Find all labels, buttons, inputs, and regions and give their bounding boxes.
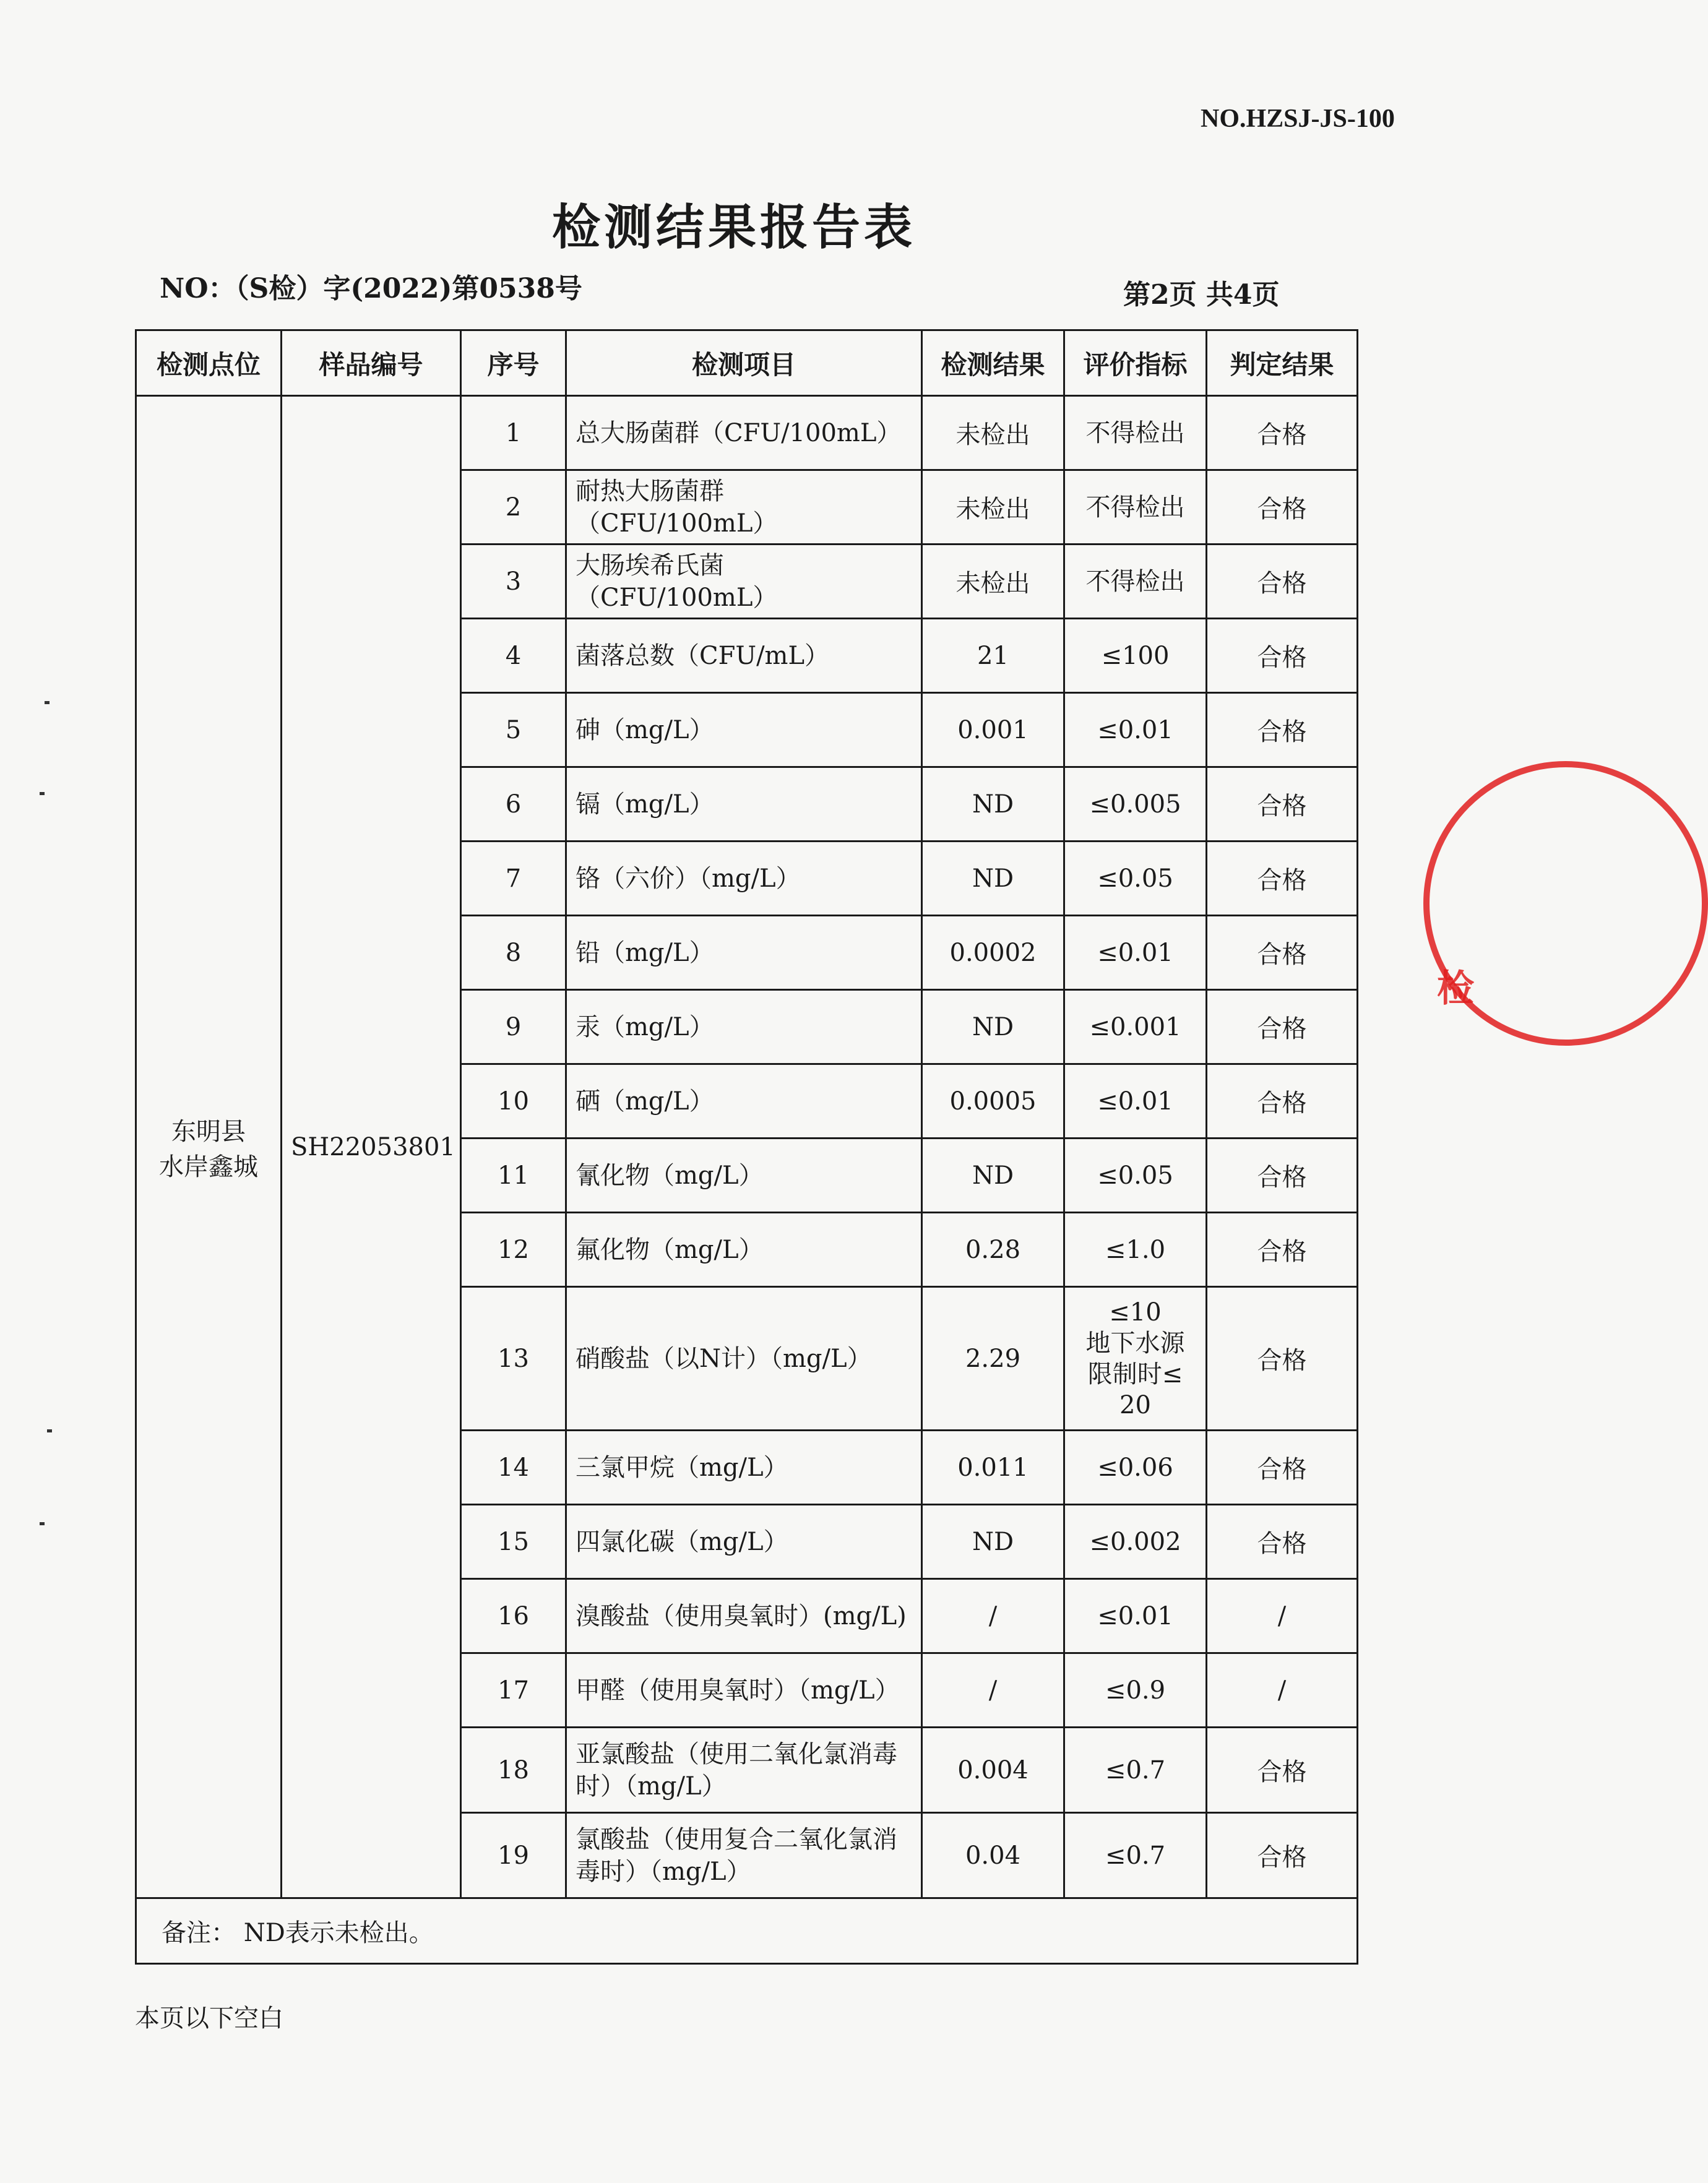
item-cell: 甲醛（使用臭氧时）（mg/L） bbox=[566, 1653, 922, 1728]
limit-cell: ≤1.0 bbox=[1064, 1213, 1207, 1287]
item-cell: 铅（mg/L） bbox=[566, 916, 922, 990]
result-cell: 0.04 bbox=[922, 1813, 1064, 1898]
result-cell: 0.001 bbox=[922, 693, 1064, 767]
item-cell: 大肠埃希氏菌（CFU/100mL） bbox=[566, 545, 922, 619]
limit-cell: 不得检出 bbox=[1064, 545, 1207, 619]
verdict-cell: 合格 bbox=[1207, 1213, 1358, 1287]
seq-cell: 13 bbox=[461, 1287, 566, 1431]
table-header-row bbox=[136, 330, 1358, 396]
limit-cell: ≤0.7 bbox=[1064, 1728, 1207, 1813]
result-cell: 2.29 bbox=[922, 1287, 1064, 1431]
limit-cell: ≤0.9 bbox=[1064, 1653, 1207, 1728]
limit-cell: ≤0.005 bbox=[1064, 767, 1207, 842]
seq-cell: 6 bbox=[461, 767, 566, 842]
header-result: 检测结果 bbox=[922, 330, 1064, 396]
seq-cell: 14 bbox=[461, 1431, 566, 1505]
limit-cell: ≤0.01 bbox=[1064, 1579, 1207, 1653]
seq-cell: 7 bbox=[461, 842, 566, 916]
scan-speck bbox=[40, 1522, 45, 1525]
verdict-cell: 合格 bbox=[1207, 1505, 1358, 1579]
seq-cell: 18 bbox=[461, 1728, 566, 1813]
item-cell: 氟化物（mg/L） bbox=[566, 1213, 922, 1287]
verdict-cell: / bbox=[1207, 1579, 1358, 1653]
limit-cell: ≤0.06 bbox=[1064, 1431, 1207, 1505]
item-cell: 氯酸盐（使用复合二氧化氯消毒时）（mg/L） bbox=[566, 1813, 922, 1898]
seq-cell: 5 bbox=[461, 693, 566, 767]
table-row bbox=[136, 396, 1358, 470]
scan-speck bbox=[45, 701, 50, 704]
seal-char: 检 bbox=[1437, 967, 1474, 1010]
verdict-cell: 合格 bbox=[1207, 990, 1358, 1064]
verdict-cell: 合格 bbox=[1207, 767, 1358, 842]
verdict-cell: 合格 bbox=[1207, 916, 1358, 990]
verdict-cell: 合格 bbox=[1207, 842, 1358, 916]
verdict-cell: 合格 bbox=[1207, 1139, 1358, 1213]
limit-cell: 不得检出 bbox=[1064, 396, 1207, 470]
verdict-cell: 合格 bbox=[1207, 1064, 1358, 1139]
verdict-cell: / bbox=[1207, 1653, 1358, 1728]
page-title: 检测结果报告表 bbox=[551, 199, 916, 256]
result-cell: 未检出 bbox=[922, 470, 1064, 545]
limit-cell: 不得检出 bbox=[1064, 470, 1207, 545]
verdict-cell: 合格 bbox=[1207, 693, 1358, 767]
result-cell: 0.0002 bbox=[922, 916, 1064, 990]
item-cell: 硝酸盐（以N计）（mg/L） bbox=[566, 1287, 922, 1431]
seq-cell: 15 bbox=[461, 1505, 566, 1579]
item-cell: 汞（mg/L） bbox=[566, 990, 922, 1064]
limit-cell: ≤100 bbox=[1064, 619, 1207, 693]
scan-speck bbox=[40, 792, 45, 795]
limit-cell: ≤0.01 bbox=[1064, 1064, 1207, 1139]
seq-cell: 10 bbox=[461, 1064, 566, 1139]
result-cell: 0.28 bbox=[922, 1213, 1064, 1287]
location-cell: 东明县 水岸鑫城 bbox=[136, 396, 282, 1898]
item-cell: 菌落总数（CFU/mL） bbox=[566, 619, 922, 693]
item-cell: 铬（六价）（mg/L） bbox=[566, 842, 922, 916]
limit-cell: ≤10 地下水源 限制时≤ 20 bbox=[1064, 1287, 1207, 1431]
header-location: 检测点位 bbox=[136, 330, 282, 396]
result-cell: ND bbox=[922, 1505, 1064, 1579]
result-cell: ND bbox=[922, 842, 1064, 916]
limit-cell: ≤0.7 bbox=[1064, 1813, 1207, 1898]
item-cell: 三氯甲烷（mg/L） bbox=[566, 1431, 922, 1505]
verdict-cell: 合格 bbox=[1207, 1813, 1358, 1898]
seq-cell: 4 bbox=[461, 619, 566, 693]
result-cell: 0.004 bbox=[922, 1728, 1064, 1813]
result-cell: 0.0005 bbox=[922, 1064, 1064, 1139]
result-cell: ND bbox=[922, 1139, 1064, 1213]
seq-cell: 19 bbox=[461, 1813, 566, 1898]
document-code: NO.HZSJ-JS-100 bbox=[1201, 105, 1395, 133]
verdict-cell: 合格 bbox=[1207, 470, 1358, 545]
official-seal bbox=[1423, 755, 1474, 1077]
result-cell: 未检出 bbox=[922, 396, 1064, 470]
verdict-cell: 合格 bbox=[1207, 1287, 1358, 1431]
result-cell: / bbox=[922, 1653, 1064, 1728]
item-cell: 四氯化碳（mg/L） bbox=[566, 1505, 922, 1579]
result-cell: 0.011 bbox=[922, 1431, 1064, 1505]
limit-cell: ≤0.05 bbox=[1064, 842, 1207, 916]
item-cell: 硒（mg/L） bbox=[566, 1064, 922, 1139]
page-info: 第2页 共4页 bbox=[1123, 279, 1280, 311]
limit-cell: ≤0.05 bbox=[1064, 1139, 1207, 1213]
item-cell: 溴酸盐（使用臭氧时）(mg/L) bbox=[566, 1579, 922, 1653]
result-cell: ND bbox=[922, 990, 1064, 1064]
scan-speck bbox=[47, 1429, 52, 1432]
header-verdict: 判定结果 bbox=[1207, 330, 1358, 396]
header-limit: 评价指标 bbox=[1064, 330, 1207, 396]
seq-cell: 11 bbox=[461, 1139, 566, 1213]
item-cell: 耐热大肠菌群（CFU/100mL） bbox=[566, 470, 922, 545]
limit-cell: ≤0.01 bbox=[1064, 916, 1207, 990]
seq-cell: 9 bbox=[461, 990, 566, 1064]
item-cell: 亚氯酸盐（使用二氧化氯消毒时）（mg/L） bbox=[566, 1728, 922, 1813]
header-sample-id: 样品编号 bbox=[282, 330, 461, 396]
verdict-cell: 合格 bbox=[1207, 545, 1358, 619]
result-cell: ND bbox=[922, 767, 1064, 842]
result-cell: 21 bbox=[922, 619, 1064, 693]
results-table bbox=[135, 329, 1358, 1965]
verdict-cell: 合格 bbox=[1207, 619, 1358, 693]
limit-cell: ≤0.002 bbox=[1064, 1505, 1207, 1579]
seq-cell: 12 bbox=[461, 1213, 566, 1287]
limit-cell: ≤0.01 bbox=[1064, 693, 1207, 767]
report-number: NO：（S检）字(2022)第0538号 bbox=[160, 273, 582, 304]
result-cell: 未检出 bbox=[922, 545, 1064, 619]
item-cell: 总大肠菌群（CFU/100mL） bbox=[566, 396, 922, 470]
limit-cell: ≤0.001 bbox=[1064, 990, 1207, 1064]
seq-cell: 3 bbox=[461, 545, 566, 619]
item-cell: 砷（mg/L） bbox=[566, 693, 922, 767]
seq-cell: 17 bbox=[461, 1653, 566, 1728]
header-item: 检测项目 bbox=[566, 330, 922, 396]
sample-id-cell: SH22053801 bbox=[282, 396, 461, 1898]
seq-cell: 8 bbox=[461, 916, 566, 990]
seq-cell: 2 bbox=[461, 470, 566, 545]
remark-cell: 备注： ND表示未检出。 bbox=[136, 1898, 1358, 1964]
seq-cell: 16 bbox=[461, 1579, 566, 1653]
verdict-cell: 合格 bbox=[1207, 1431, 1358, 1505]
seq-cell: 1 bbox=[461, 396, 566, 470]
footer-note: 本页以下空白 bbox=[135, 2004, 283, 2033]
header-seq: 序号 bbox=[461, 330, 566, 396]
remark-row bbox=[136, 1898, 1358, 1964]
item-cell: 镉（mg/L） bbox=[566, 767, 922, 842]
verdict-cell: 合格 bbox=[1207, 396, 1358, 470]
verdict-cell: 合格 bbox=[1207, 1728, 1358, 1813]
item-cell: 氰化物（mg/L） bbox=[566, 1139, 922, 1213]
result-cell: / bbox=[922, 1579, 1064, 1653]
